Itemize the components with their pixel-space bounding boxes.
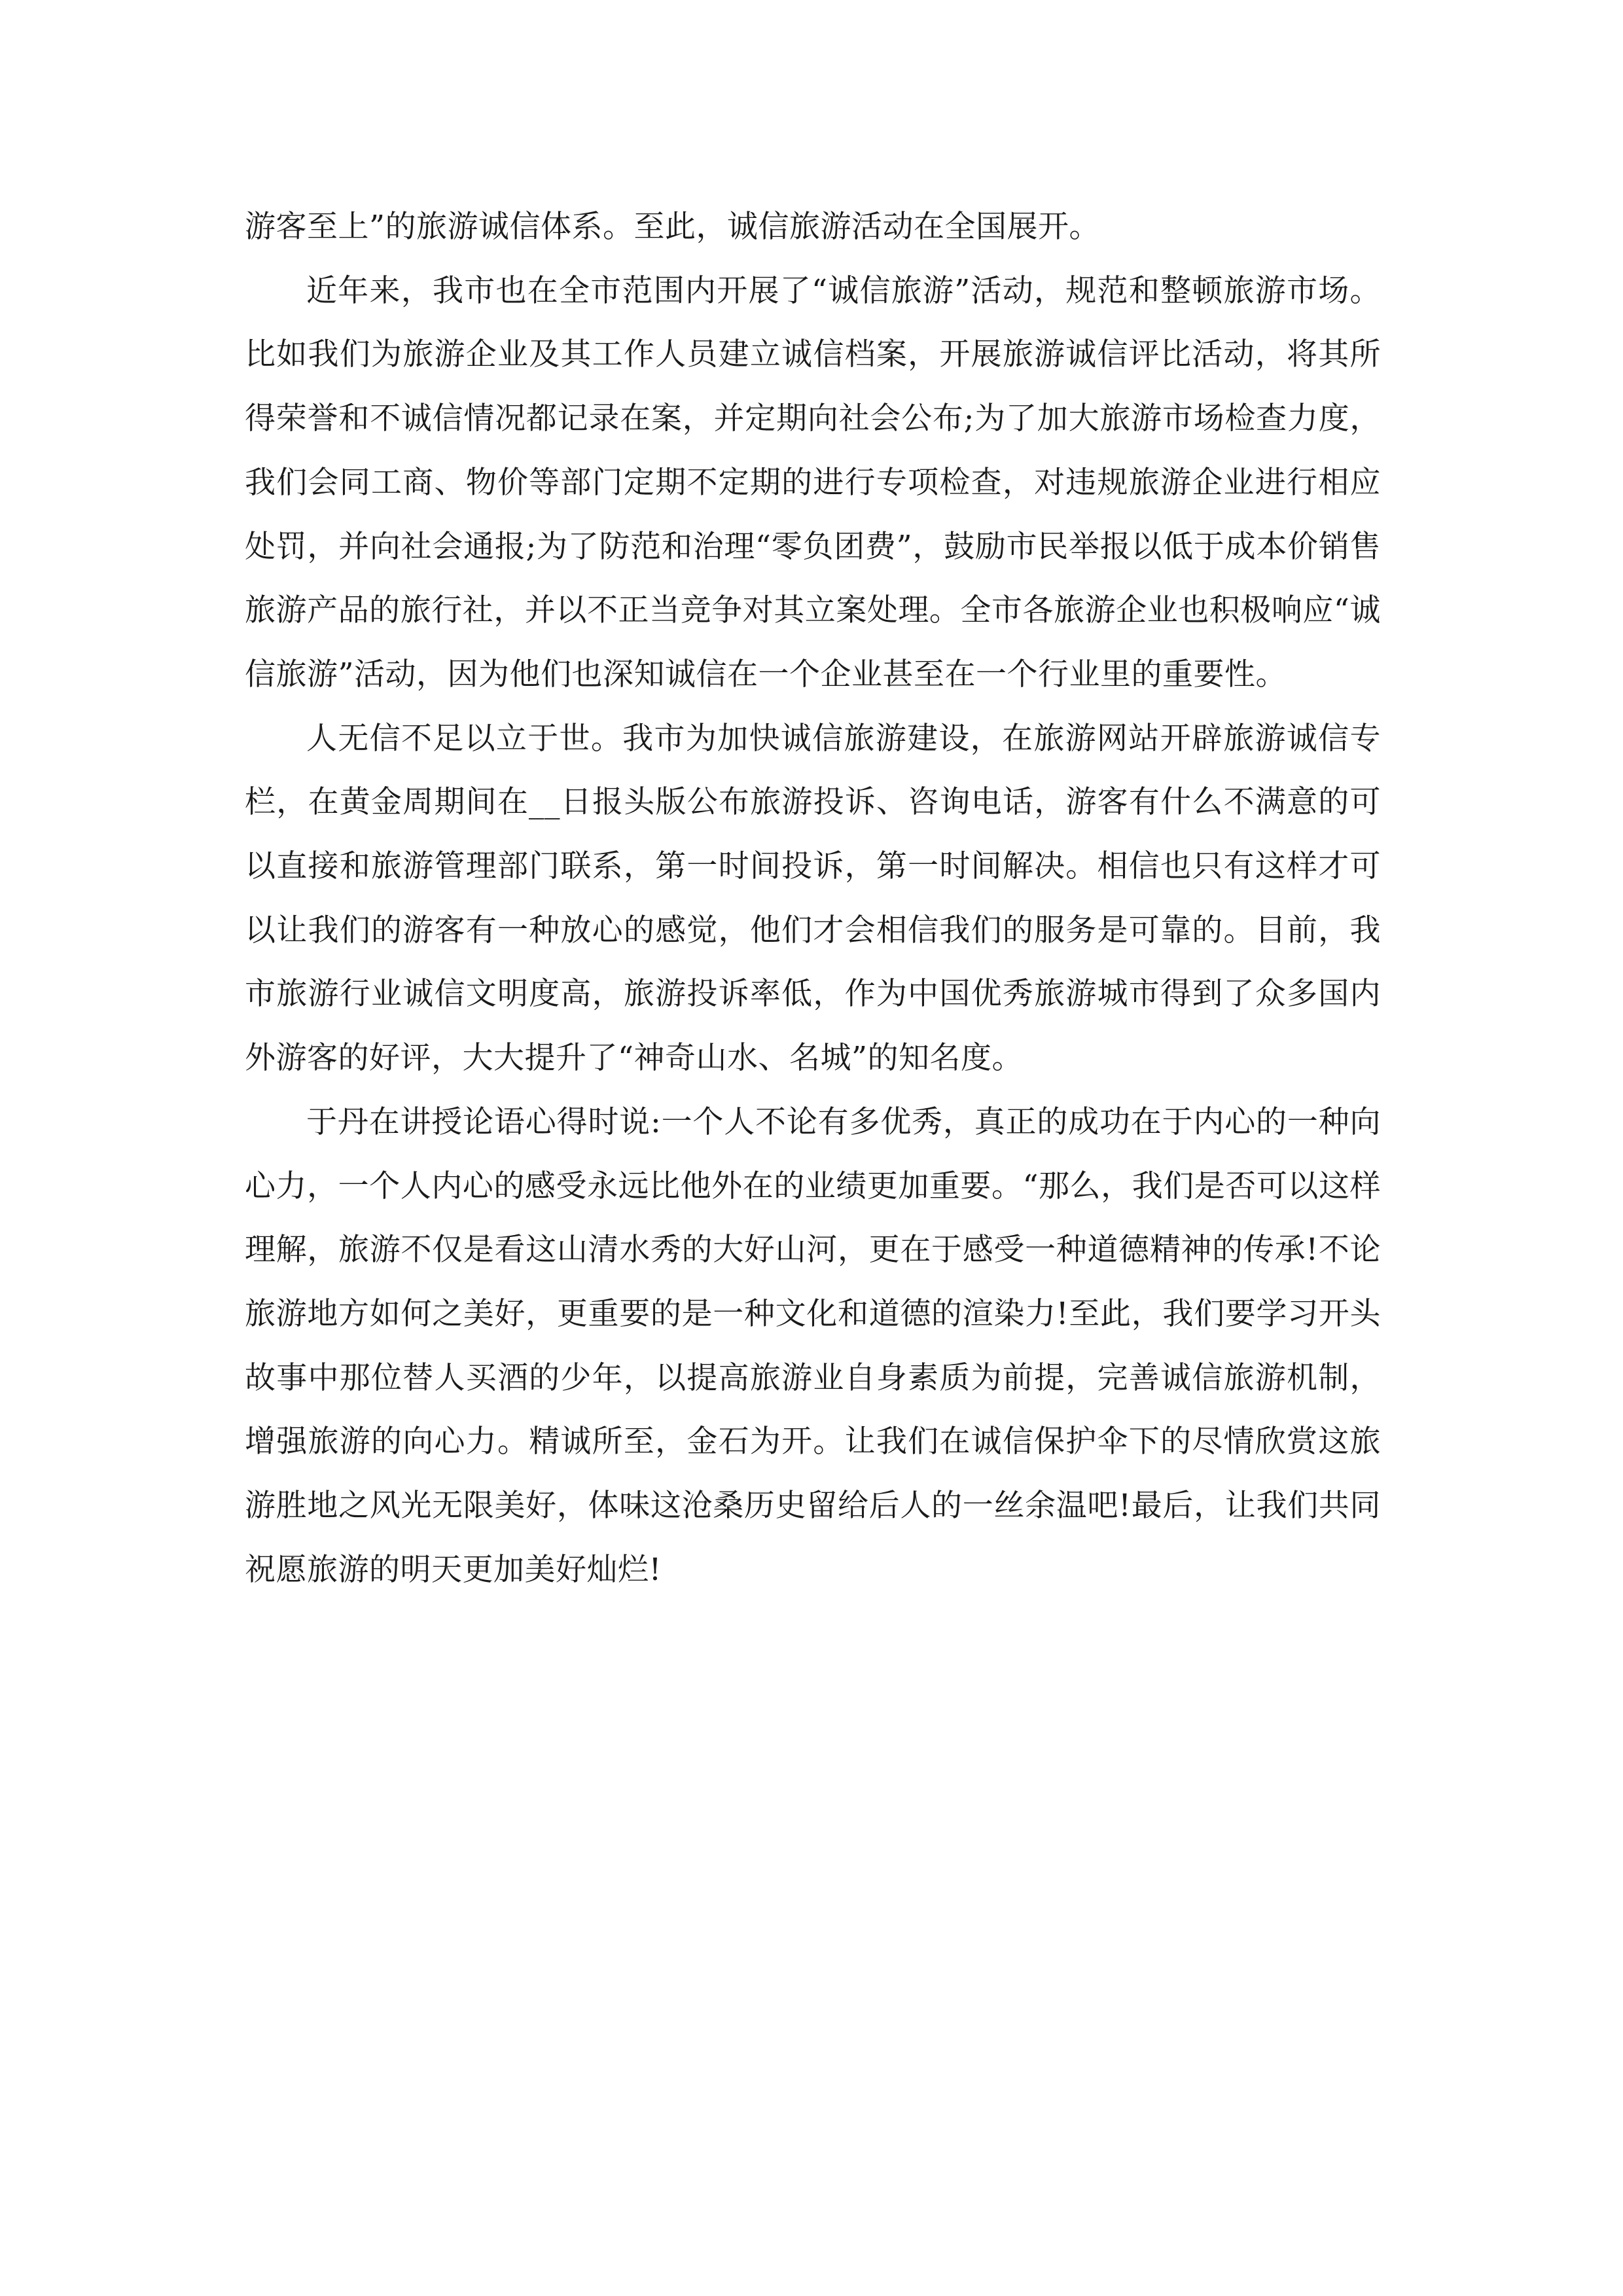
- paragraph-3: 人无信不足以立于世。我市为加快诚信旅游建设，在旅游网站开辟旅游诚信专栏，在黄金周期间在__日报头版公布旅游投诉、咨询电话，游客有什么不满意的可以直接和旅游管理部门联系，第一时间投诉，第一时间解决。相信也只有这样才可以让我们的游客有一种放心的感觉，他们才会相信我们的服务是可靠的。目前，我市旅游行业诚信文明度高，旅游投诉率低，作为中国优秀旅游城市得到了众多国内外游客的好评，大大提升了“神奇山水、名城”的知名度。: [245, 720, 1381, 1077]
- paragraph-1: 游客至上”的旅游诚信体系。至此，诚信旅游活动在全国展开。: [245, 209, 1101, 245]
- body-text: [245, 195, 1381, 1602]
- paragraph-4: 于丹在讲授论语心得时说:一个人不论有多优秀，真正的成功在于内心的一种向心力，一个人内心的感受永远比他外在的业绩更加重要。“那么，我们是否可以这样理解，旅游不仅是看这山清水秀的大好山河，更在于感受一种道德精神的传承!不论旅游地方如何之美好，更重要的是一种文化和道德的渲染力!至此，我们要学习开头故事中那位替人买酒的少年，以提高旅游业自身素质为前提，完善诚信旅游机制，增强旅游的向心力。精诚所至，金石为开。让我们在诚信保护伞下的尽情欣赏这旅游胜地之风光无限美好，体味这沧桑历史留给后人的一丝余温吧!最后，让我们共同祝愿旅游的明天更加美好灿烂!: [245, 1103, 1381, 1588]
- paragraph-2: 近年来，我市也在全市范围内开展了“诚信旅游”活动，规范和整顿旅游市场。比如我们为旅游企业及其工作人员建立诚信档案，开展旅游诚信评比活动，将其所得荣誉和不诚信情况都记录在案，并定期向社会公布;为了加大旅游市场检查力度，我们会同工商、物价等部门定期不定期的进行专项检查，对违规旅游企业进行相应处罚，并向社会通报;为了防范和治理“零负团费”，鼓励市民举报以低于成本价销售旅游产品的旅行社，并以不正当竞争对其立案处理。全市各旅游企业也积极响应“诚信旅游”活动，因为他们也深知诚信在一个企业甚至在一个行业里的重要性。: [245, 272, 1381, 692]
